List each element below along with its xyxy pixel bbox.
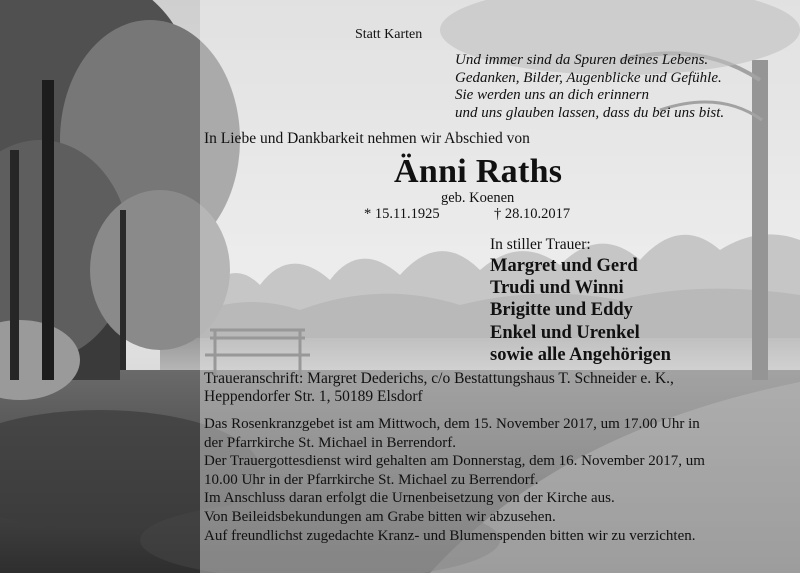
note-line: Der Trauergottesdienst wird gehalten am Donnerstag, dem 16. November 2017, um — [204, 453, 705, 470]
note-line: Das Rosenkranzgebet ist am Mittwoch, dem 15. November 2017, um 17.00 Uhr in — [204, 416, 700, 432]
mourner-item: Enkel und Urenkel — [490, 322, 640, 343]
note-line: Auf freundlichst zugedachte Kranz- und Blumenspenden bitten wir zu verzichten. — [204, 527, 696, 544]
mourning-address — [204, 370, 674, 406]
poem-line: Gedanken, Bilder, Augenblicke und Gefühle. — [455, 69, 722, 86]
mourner-item: Trudi und Winni — [490, 278, 624, 299]
intro-line: In Liebe und Dankbarkeit nehmen wir Abschied von — [204, 130, 530, 147]
header-label: Statt Karten — [355, 27, 423, 42]
deceased-name: Änni Raths — [394, 153, 563, 190]
death-date: † 28.10.2017 — [494, 206, 571, 222]
maiden-name: geb. Koenen — [441, 190, 515, 206]
poem-line: Sie werden uns an dich erinnern — [455, 87, 649, 103]
poem-line: und uns glauben lassen, dass du bei uns bist. — [455, 104, 725, 121]
note-line: Von Beileidsbekundungen am Grabe bitten wir abzusehen. — [204, 508, 556, 525]
address-line: Traueranschrift: Margret Dederichs, c/o Bestattungshaus T. Schneider e. K., — [204, 370, 674, 387]
note-line: 10.00 Uhr in der Pfarrkirche St. Michael zu Berrendorf. — [204, 471, 539, 488]
mourning-label: In stiller Trauer: — [490, 236, 591, 253]
note-line: Im Anschluss daran erfolgt die Urnenbeisetzung von der Kirche aus. — [204, 490, 615, 507]
service-notes — [204, 415, 705, 545]
poem-line: Und immer sind da Spuren deines Lebens. — [455, 52, 709, 68]
mourner-item: Margret und Gerd — [490, 256, 638, 276]
poem — [455, 52, 724, 122]
mourner-item: sowie alle Angehörigen — [490, 344, 671, 365]
birth-date: * 15.11.1925 — [364, 206, 440, 222]
address-line: Heppendorfer Str. 1, 50189 Elsdorf — [204, 388, 423, 405]
mourners-list — [490, 255, 671, 366]
mourner-item: Brigitte und Eddy — [490, 300, 633, 321]
note-line: der Pfarrkirche St. Michael in Berrendorf. — [204, 434, 456, 451]
